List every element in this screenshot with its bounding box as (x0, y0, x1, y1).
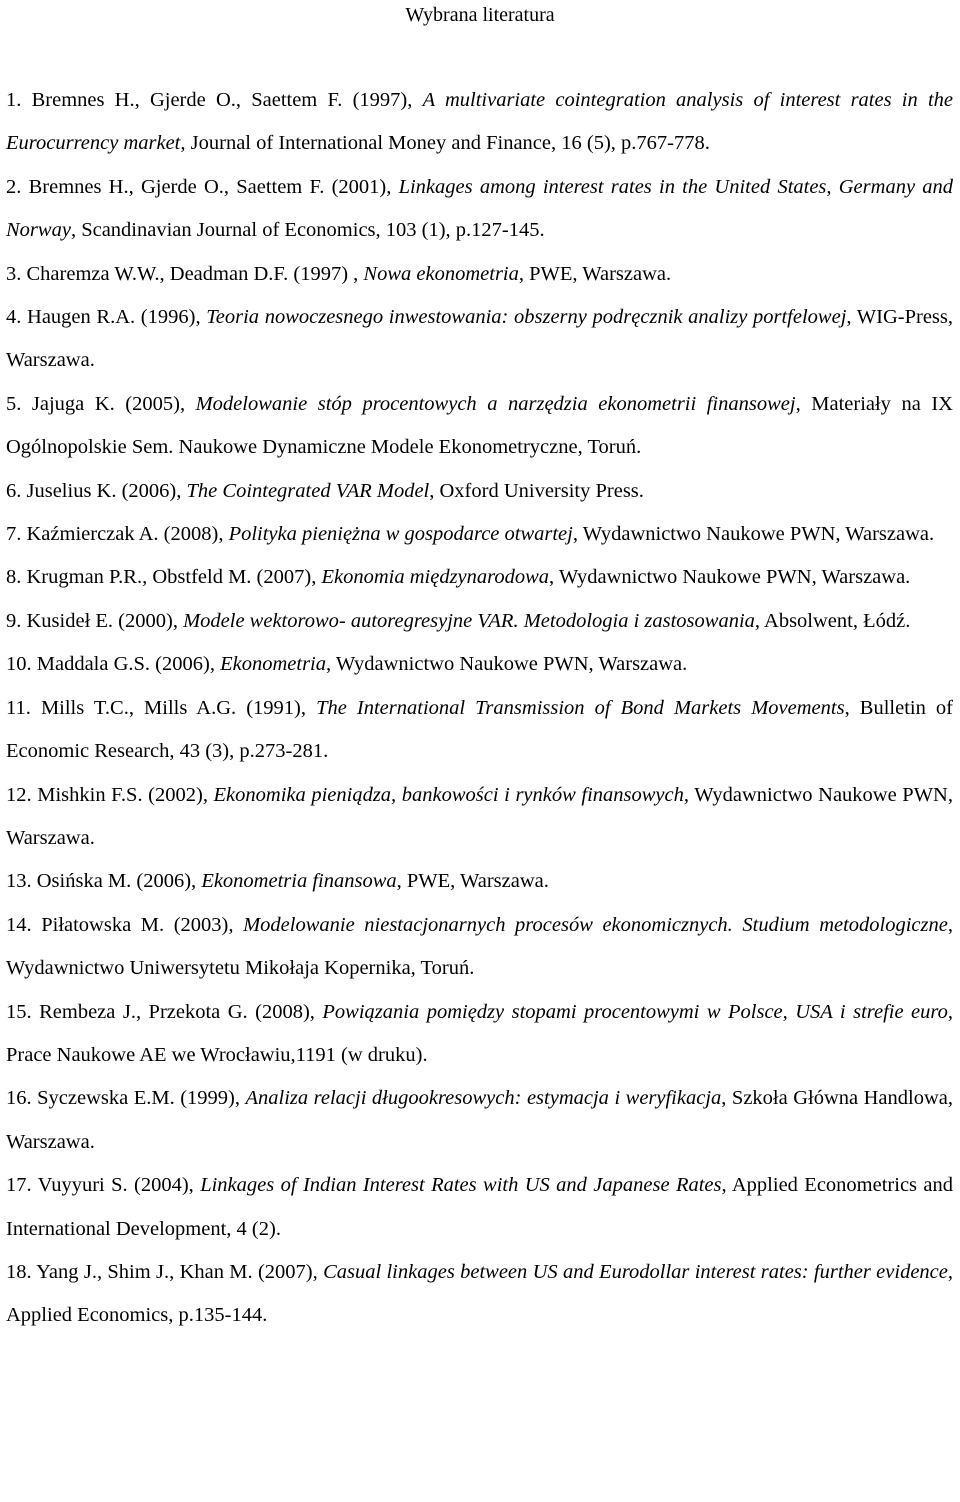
reference-publisher: , Applied Economics, p.135-144. (6, 1260, 953, 1327)
reference-item (6, 1077, 953, 1164)
reference-publisher: , Wydawnictwo Naukowe PWN, Warszawa. (326, 653, 688, 676)
reference-author-year: 6. Juselius K. (2006), (6, 479, 187, 502)
reference-publisher: , Bulletin of Economic Research, 43 (3), p.273-281. (6, 696, 953, 763)
reference-author-year: 1. Bremnes H., Gjerde O., Saettem F. (1997), (6, 89, 423, 111)
reference-item (6, 470, 953, 513)
reference-title: Polityka pieniężna w gospodarce otwartej (228, 523, 573, 546)
reference-publisher: , Wydawnictwo Naukowe PWN, Warszawa. (6, 783, 953, 849)
reference-publisher: , Applied Econometrics and International Development, 4 (2). (6, 1174, 953, 1240)
reference-item (6, 904, 953, 991)
reference-title: Powiązania pomiędzy stopami procentowymi w Polsce, USA i strefie euro (322, 1000, 948, 1023)
reference-item (6, 296, 953, 383)
reference-title: A multivariate cointegration analysis of interest rates in the Eurocurrency market (6, 89, 953, 155)
reference-list (6, 79, 953, 1338)
reference-item (6, 600, 953, 643)
reference-publisher: , WIG-Press, Warszawa. (6, 306, 954, 372)
reference-title: Casual linkages between US and Eurodollar interest rates: further evidence (323, 1260, 948, 1283)
reference-publisher: , Absolwent, Łódź. (754, 609, 911, 632)
reference-author-year: 4. Haugen R.A. (1996), (6, 306, 207, 329)
reference-item (6, 253, 953, 296)
reference-title: Teoria nowoczesnego inwestowania: obszerny podręcznik analizy portfelowej (206, 306, 847, 329)
reference-item (6, 556, 953, 599)
reference-title: Linkages of Indian Interest Rates with US and Japanese Rates (200, 1174, 722, 1197)
reference-publisher: , Wydawnictwo Naukowe PWN, Warszawa. (549, 566, 911, 589)
reference-item (6, 991, 953, 1078)
reference-title: Linkages among interest rates in the United States, Germany and Norway (6, 175, 954, 242)
reference-publisher: , Journal of International Money and Finance, 16 (5), p.767-778. (180, 132, 710, 155)
reference-publisher: , Wydawnictwo Naukowe PWN, Warszawa. (572, 523, 935, 546)
reference-publisher: , PWE, Warszawa. (396, 870, 549, 893)
reference-author-year: 17. Vuyyuri S. (2004), (6, 1174, 201, 1197)
reference-item (6, 383, 953, 470)
reference-item (6, 643, 953, 686)
reference-item (6, 774, 953, 861)
reference-item (6, 79, 953, 166)
reference-publisher: , Materiały na IX Ogólnopolskie Sem. Naukowe Dynamiczne Modele Ekonometryczne, Toruń. (6, 392, 953, 459)
reference-author-year: 11. Mills T.C., Mills A.G. (1991), (6, 696, 317, 719)
reference-author-year: 14. Piłatowska M. (2003), (6, 913, 244, 936)
reference-item (6, 860, 953, 903)
reference-author-year: 10. Maddala G.S. (2006), (6, 653, 221, 676)
reference-title: Analiza relacji długookresowych: estymacja i weryfikacja (245, 1087, 722, 1110)
reference-author-year: 8. Krugman P.R., Obstfeld M. (2007), (6, 566, 322, 589)
reference-title: The Cointegrated VAR Model (186, 479, 430, 502)
reference-title: Ekonomika pieniądza, bankowości i rynków finansowych (213, 783, 684, 806)
reference-title: Ekonometria (220, 653, 326, 676)
reference-author-year: 3. Charemza W.W., Deadman D.F. (1997) , (6, 262, 364, 285)
reference-item (6, 687, 953, 774)
reference-author-year: 16. Syczewska E.M. (1999), (6, 1087, 246, 1110)
reference-title: Modele wektorowo- autoregresyjne VAR. Metodologia i zastosowania (183, 609, 755, 632)
reference-publisher: , Oxford University Press. (429, 479, 644, 502)
reference-item (6, 513, 953, 556)
reference-author-year: 18. Yang J., Shim J., Khan M. (2007), (6, 1260, 324, 1283)
reference-publisher: , Scandinavian Journal of Economics, 103 (1), p.127-145. (70, 219, 545, 242)
reference-author-year: 13. Osińska M. (2006), (6, 870, 202, 893)
reference-title: Modelowanie niestacjonarnych procesów ekonomicznych. Studium metodologiczne (243, 913, 948, 936)
reference-title: Modelowanie stóp procentowych a narzędzia ekonometrii finansowej (195, 392, 796, 415)
reference-author-year: 2. Bremnes H., Gjerde O., Saettem F. (2001), (6, 175, 399, 198)
reference-author-year: 15. Rembeza J., Przekota G. (2008), (6, 1000, 323, 1023)
reference-title: The International Transmission of Bond Markets Movements (316, 696, 845, 719)
reference-author-year: 9. Kusideł E. (2000), (6, 609, 184, 632)
reference-item (6, 1164, 953, 1251)
reference-publisher: , PWE, Warszawa. (518, 262, 672, 285)
reference-title: Ekonometria finansowa (201, 870, 397, 893)
reference-author-year: 12. Mishkin F.S. (2002), (6, 783, 214, 806)
reference-publisher: , Szkoła Główna Handlowa, Warszawa. (6, 1087, 954, 1153)
page-title: Wybrana literatura (405, 4, 555, 26)
reference-publisher: , Wydawnictwo Uniwersytetu Mikołaja Kopernika, Toruń. (6, 913, 953, 980)
reference-title: Ekonomia międzynarodowa (321, 566, 550, 589)
reference-item (6, 1251, 953, 1338)
reference-item (6, 166, 953, 253)
reference-author-year: 5. Jajuga K. (2005), (6, 392, 196, 415)
reference-title: Nowa ekonometria (363, 262, 519, 285)
reference-publisher: , Prace Naukowe AE we Wrocławiu,1191 (w druku). (6, 1000, 954, 1066)
reference-author-year: 7. Kaźmierczak A. (2008), (6, 523, 229, 546)
